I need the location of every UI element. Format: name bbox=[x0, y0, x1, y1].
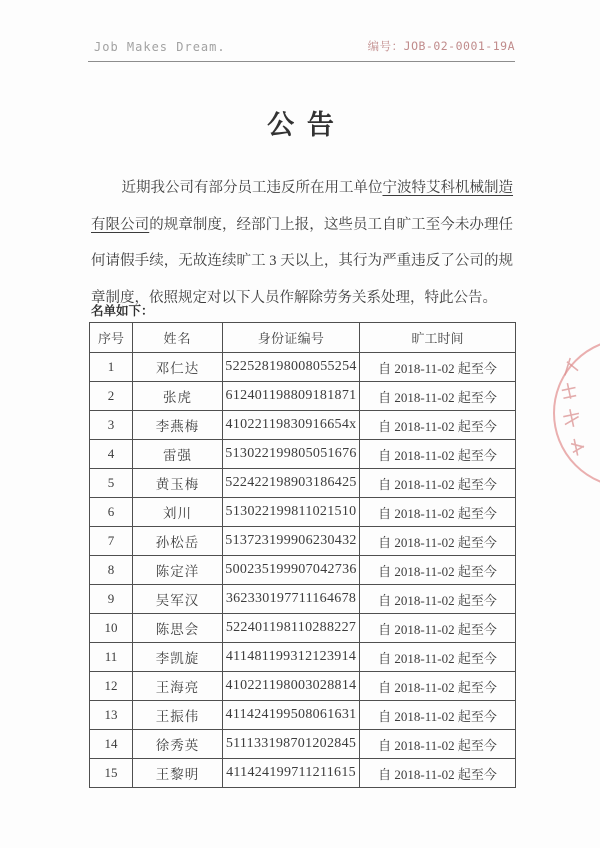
col-header-3: 旷工时间 bbox=[360, 323, 516, 353]
table-row bbox=[90, 701, 516, 730]
absence-period-cell: 自 2018-11-02 起至今 bbox=[360, 411, 516, 440]
table-row bbox=[90, 411, 516, 440]
id-number-cell: 411424199711211615 bbox=[223, 759, 360, 788]
row-index-cell: 5 bbox=[90, 469, 133, 498]
id-number-cell: 522422198903186425 bbox=[223, 469, 360, 498]
absence-period-cell: 自 2018-11-02 起至今 bbox=[360, 556, 516, 585]
id-number-cell: 511133198701202845 bbox=[223, 730, 360, 759]
absence-period-cell: 自 2018-11-02 起至今 bbox=[360, 730, 516, 759]
table-row bbox=[90, 382, 516, 411]
name-cell: 陈思会 bbox=[133, 614, 223, 643]
id-number-cell: 411481199312123914 bbox=[223, 643, 360, 672]
row-index-cell: 14 bbox=[90, 730, 133, 759]
id-number-cell: 522528198008055254 bbox=[223, 353, 360, 382]
id-number-cell: 41022119830916654x bbox=[223, 411, 360, 440]
row-index-cell: 4 bbox=[90, 440, 133, 469]
absence-period-cell: 自 2018-11-02 起至今 bbox=[360, 469, 516, 498]
absence-period-cell: 自 2018-11-02 起至今 bbox=[360, 759, 516, 788]
id-number-cell: 513022199811021510 bbox=[223, 498, 360, 527]
id-number-cell: 612401198809181871 bbox=[223, 382, 360, 411]
header-divider bbox=[88, 61, 515, 62]
table-body bbox=[90, 353, 516, 788]
row-index-cell: 12 bbox=[90, 672, 133, 701]
doc-number-label: 编号： bbox=[367, 39, 404, 53]
name-cell: 吴军汉 bbox=[133, 585, 223, 614]
table-row bbox=[90, 730, 516, 759]
absence-period-cell: 自 2018-11-02 起至今 bbox=[360, 440, 516, 469]
id-number-cell: 411424199508061631 bbox=[223, 701, 360, 730]
row-index-cell: 15 bbox=[90, 759, 133, 788]
absence-period-cell: 自 2018-11-02 起至今 bbox=[360, 527, 516, 556]
absence-period-cell: 自 2018-11-02 起至今 bbox=[360, 614, 516, 643]
row-index-cell: 6 bbox=[90, 498, 133, 527]
name-cell: 陈定洋 bbox=[133, 556, 223, 585]
list-label: 名单如下： bbox=[91, 304, 154, 318]
row-index-cell: 7 bbox=[90, 527, 133, 556]
name-cell: 王黎明 bbox=[133, 759, 223, 788]
red-seal-glyphs bbox=[552, 344, 600, 484]
id-number-cell: 513022199805051676 bbox=[223, 440, 360, 469]
paragraph-text-post: 的规章制度，经部门上报，这些员工自旷工至今未办理任何请假手续，无故连续旷工 3 天以上，其行为严重违反了公司的规章制度，依照规定对以下人员作解除劳务关系处理，特此公告。 bbox=[91, 216, 514, 306]
table-header-row bbox=[90, 323, 516, 353]
doc-number-value: JOB-02-0001-19A bbox=[403, 39, 515, 53]
id-number-cell: 500235199907042736 bbox=[223, 556, 360, 585]
row-index-cell: 1 bbox=[90, 353, 133, 382]
row-index-cell: 10 bbox=[90, 614, 133, 643]
name-cell: 雷强 bbox=[133, 440, 223, 469]
doc-number bbox=[368, 38, 515, 54]
absence-period-cell: 自 2018-11-02 起至今 bbox=[360, 585, 516, 614]
table-row bbox=[90, 353, 516, 382]
name-cell: 邓仁达 bbox=[133, 353, 223, 382]
table-row bbox=[90, 585, 516, 614]
table-row bbox=[90, 614, 516, 643]
header-slogan: Job Makes Dream. bbox=[94, 40, 226, 54]
absence-period-cell: 自 2018-11-02 起至今 bbox=[360, 353, 516, 382]
id-number-cell: 362330197711164678 bbox=[223, 585, 360, 614]
absence-period-cell: 自 2018-11-02 起至今 bbox=[360, 643, 516, 672]
name-cell: 刘川 bbox=[133, 498, 223, 527]
name-cell: 李凯旋 bbox=[133, 643, 223, 672]
absence-period-cell: 自 2018-11-02 起至今 bbox=[360, 382, 516, 411]
dismissal-table bbox=[89, 322, 516, 788]
name-cell: 徐秀英 bbox=[133, 730, 223, 759]
table-row bbox=[90, 527, 516, 556]
table-row bbox=[90, 643, 516, 672]
row-index-cell: 13 bbox=[90, 701, 133, 730]
name-cell: 李燕梅 bbox=[133, 411, 223, 440]
name-cell: 黄玉梅 bbox=[133, 469, 223, 498]
table-row bbox=[90, 469, 516, 498]
table-row bbox=[90, 440, 516, 469]
row-index-cell: 11 bbox=[90, 643, 133, 672]
name-cell: 王振伟 bbox=[133, 701, 223, 730]
announcement-paragraph bbox=[91, 170, 513, 316]
id-number-cell: 410221198003028814 bbox=[223, 672, 360, 701]
absence-period-cell: 自 2018-11-02 起至今 bbox=[360, 672, 516, 701]
name-cell: 张虎 bbox=[133, 382, 223, 411]
table-head bbox=[90, 323, 516, 353]
company-name: 宁波特艾科机械制造有限公司 bbox=[91, 180, 514, 233]
name-cell: 王海亮 bbox=[133, 672, 223, 701]
id-number-cell: 513723199906230432 bbox=[223, 527, 360, 556]
table-row bbox=[90, 556, 516, 585]
id-number-cell: 522401198110288227 bbox=[223, 614, 360, 643]
row-index-cell: 8 bbox=[90, 556, 133, 585]
table-row bbox=[90, 759, 516, 788]
col-header-1: 姓名 bbox=[133, 323, 223, 353]
table-row bbox=[90, 498, 516, 527]
row-index-cell: 9 bbox=[90, 585, 133, 614]
row-index-cell: 3 bbox=[90, 411, 133, 440]
col-header-2: 身份证编号 bbox=[223, 323, 360, 353]
row-index-cell: 2 bbox=[90, 382, 133, 411]
page-title: 公 告 bbox=[267, 110, 337, 140]
absence-period-cell: 自 2018-11-02 起至今 bbox=[360, 498, 516, 527]
table-row bbox=[90, 672, 516, 701]
page-header bbox=[89, 38, 515, 54]
paragraph-text-pre: 近期我公司有部分员工违反所在用工单位 bbox=[121, 180, 383, 196]
col-header-0: 序号 bbox=[90, 323, 133, 353]
absence-period-cell: 自 2018-11-02 起至今 bbox=[360, 701, 516, 730]
name-cell: 孙松岳 bbox=[133, 527, 223, 556]
